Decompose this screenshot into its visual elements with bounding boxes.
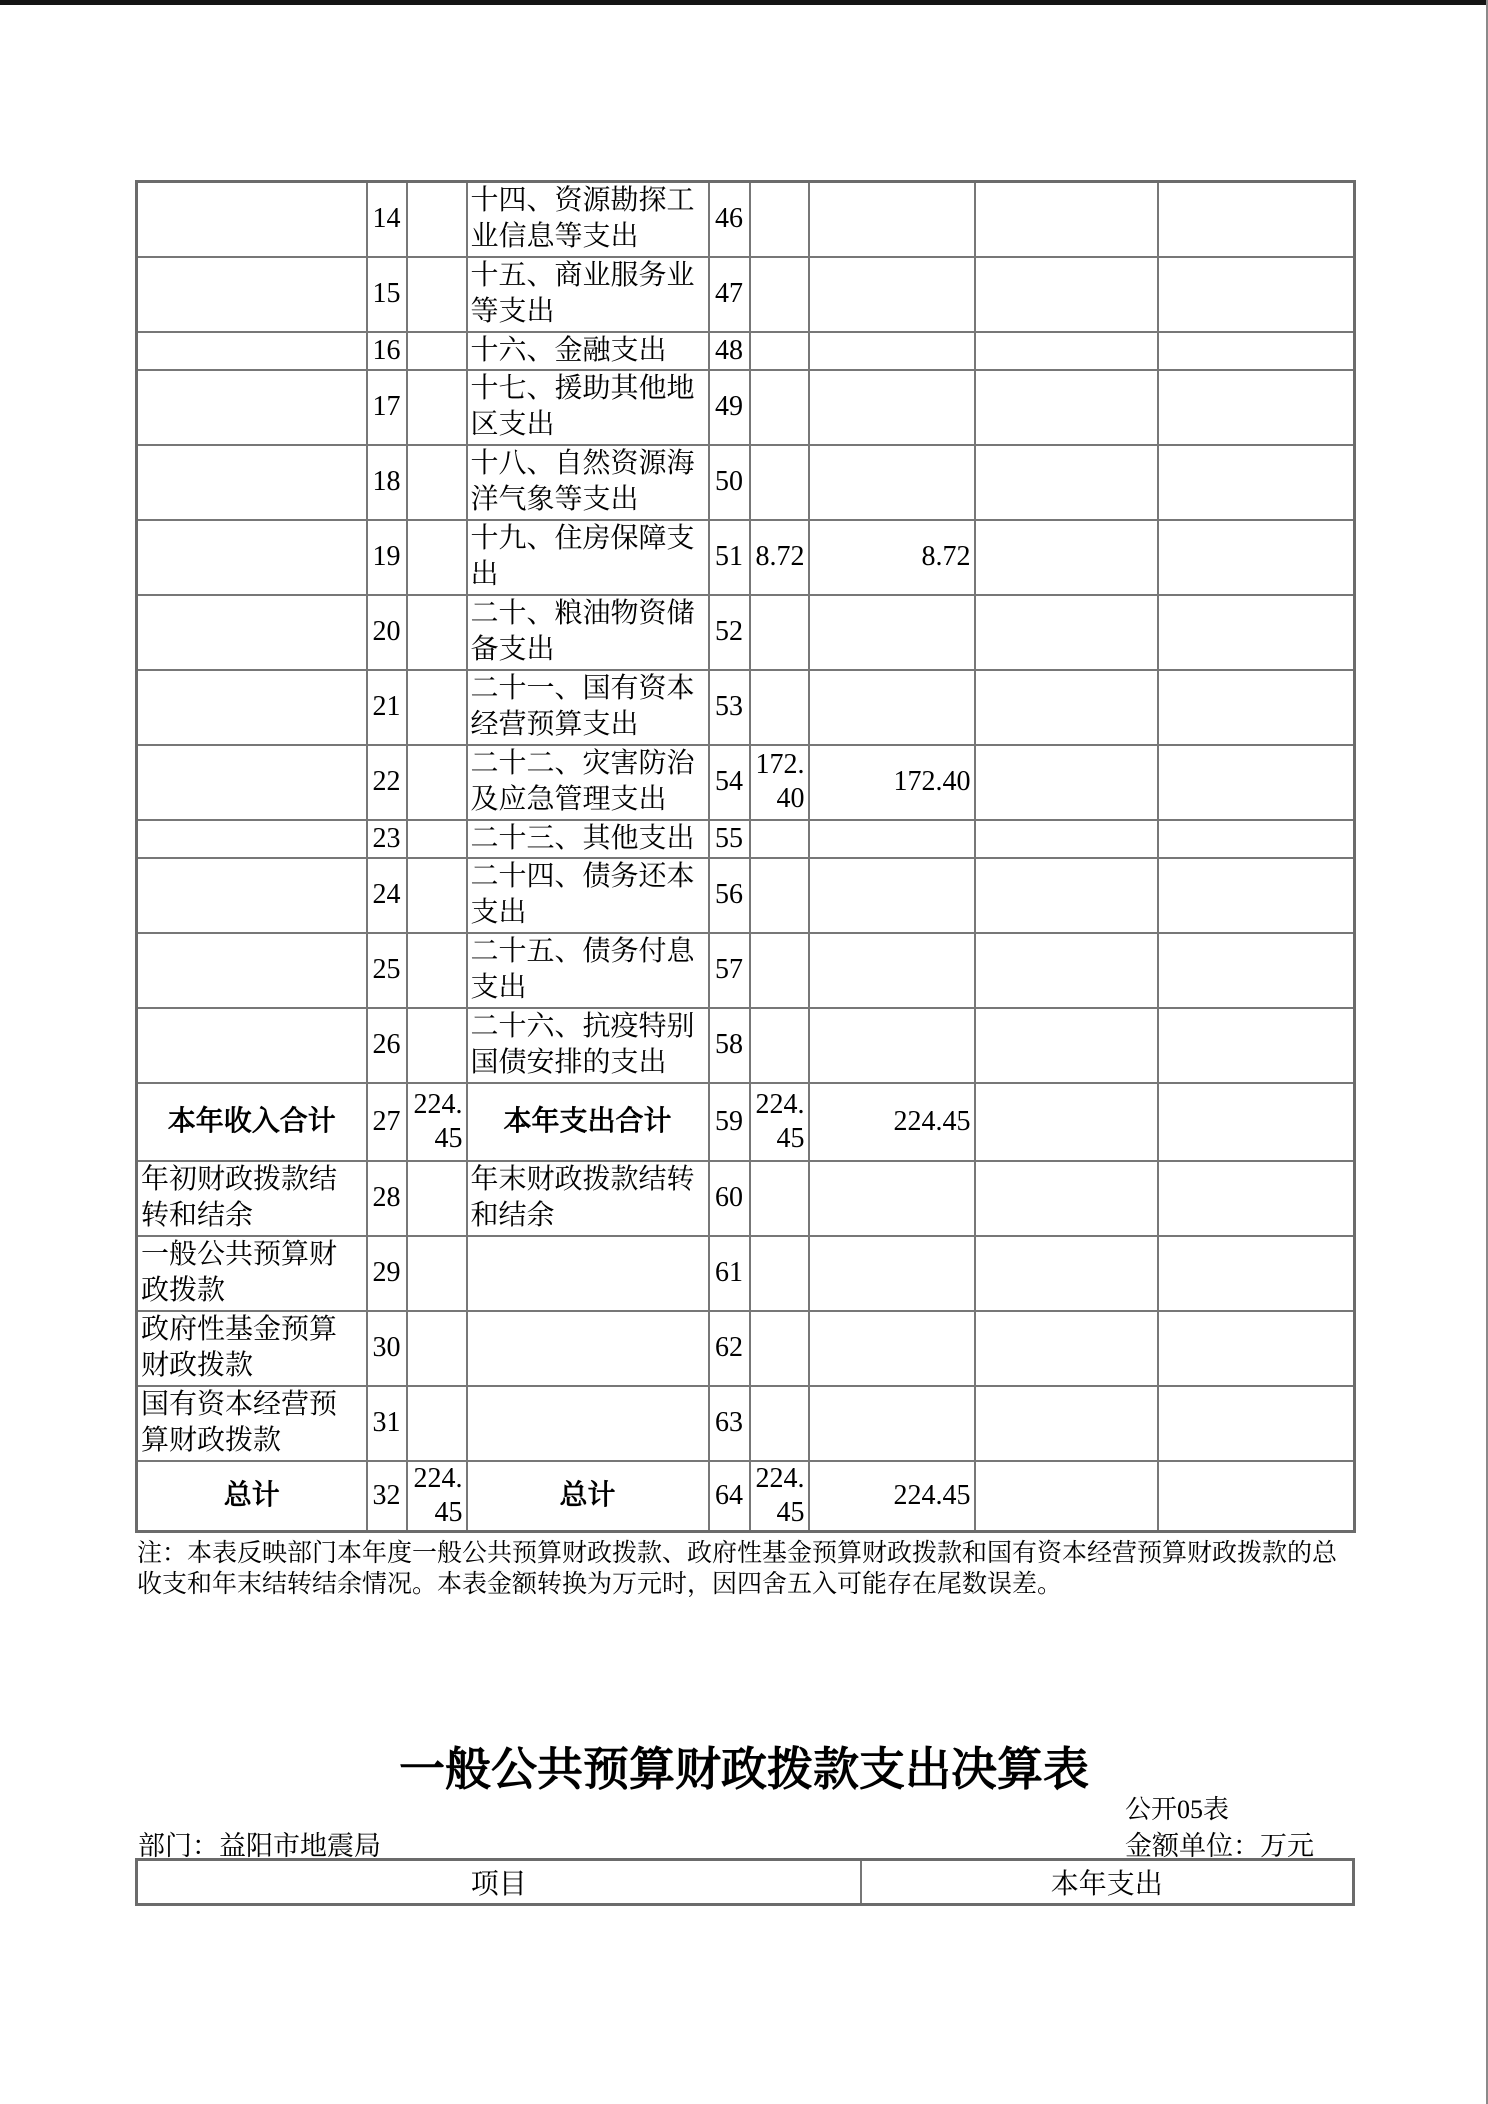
income-amount	[407, 745, 467, 820]
general-public-budget-amount	[809, 370, 975, 445]
income-item	[137, 933, 367, 1008]
expense-total-amount	[750, 1386, 809, 1461]
government-fund-budget-amount	[975, 820, 1158, 858]
state-capital-budget-amount	[1158, 1386, 1355, 1461]
income-item: 总计	[137, 1461, 367, 1532]
government-fund-budget-amount	[975, 1236, 1158, 1311]
expense-item: 二十六、抗疫特别国债安排的支出	[467, 1008, 709, 1083]
income-line-no: 21	[367, 670, 407, 745]
expense-item: 二十一、国有资本经营预算支出	[467, 670, 709, 745]
income-amount	[407, 520, 467, 595]
general-public-budget-amount: 8.72	[809, 520, 975, 595]
unit-label: 金额单位：万元	[1125, 1831, 1314, 1861]
table-row	[137, 1008, 1355, 1083]
expense-line-no: 50	[709, 445, 750, 520]
state-capital-budget-amount	[1158, 1008, 1355, 1083]
income-item: 政府性基金预算财政拨款	[137, 1311, 367, 1386]
expense-line-no: 51	[709, 520, 750, 595]
expense-line-no: 64	[709, 1461, 750, 1532]
income-line-no: 15	[367, 257, 407, 332]
table-row	[137, 445, 1355, 520]
income-item	[137, 520, 367, 595]
expense-total-amount	[750, 182, 809, 257]
state-capital-budget-amount	[1158, 858, 1355, 933]
state-capital-budget-amount	[1158, 670, 1355, 745]
income-line-no: 25	[367, 933, 407, 1008]
general-public-budget-amount	[809, 1236, 975, 1311]
expense-item: 二十五、债务付息支出	[467, 933, 709, 1008]
income-line-no: 26	[367, 1008, 407, 1083]
government-fund-budget-amount	[975, 257, 1158, 332]
income-item	[137, 370, 367, 445]
government-fund-budget-amount	[975, 745, 1158, 820]
income-line-no: 20	[367, 595, 407, 670]
income-line-no: 31	[367, 1386, 407, 1461]
department-label: 部门：益阳市地震局	[138, 1831, 381, 1861]
expense-total-amount	[750, 370, 809, 445]
expenditure-table-header-row	[137, 1860, 1354, 1905]
expense-item	[467, 1236, 709, 1311]
expense-item: 本年支出合计	[467, 1083, 709, 1161]
table-row	[137, 1311, 1355, 1386]
income-item: 本年收入合计	[137, 1083, 367, 1161]
expense-total-amount	[750, 820, 809, 858]
state-capital-budget-amount	[1158, 1161, 1355, 1236]
expense-total-amount	[750, 445, 809, 520]
income-item	[137, 670, 367, 745]
table-row	[137, 933, 1355, 1008]
expense-total-amount	[750, 595, 809, 670]
expense-item: 二十二、灾害防治及应急管理支出	[467, 745, 709, 820]
expense-line-no: 49	[709, 370, 750, 445]
expense-line-no: 58	[709, 1008, 750, 1083]
state-capital-budget-amount	[1158, 1236, 1355, 1311]
government-fund-budget-amount	[975, 1008, 1158, 1083]
income-item: 一般公共预算财政拨款	[137, 1236, 367, 1311]
header-current-year-expense: 本年支出	[861, 1860, 1354, 1905]
expense-line-no: 47	[709, 257, 750, 332]
expense-total-amount: 8.72	[750, 520, 809, 595]
state-capital-budget-amount	[1158, 595, 1355, 670]
general-public-budget-amount: 224.45	[809, 1461, 975, 1532]
state-capital-budget-amount	[1158, 257, 1355, 332]
table-row	[137, 332, 1355, 370]
expense-line-no: 57	[709, 933, 750, 1008]
income-line-no: 23	[367, 820, 407, 858]
table-row	[137, 257, 1355, 332]
summary-table-body	[137, 182, 1355, 1532]
income-amount: 224.45	[407, 1461, 467, 1532]
government-fund-budget-amount	[975, 1161, 1158, 1236]
expense-line-no: 59	[709, 1083, 750, 1161]
header-project: 项目	[137, 1860, 861, 1905]
income-amount	[407, 595, 467, 670]
table-number-label: 公开05表	[1125, 1795, 1230, 1824]
expense-total-amount	[750, 1236, 809, 1311]
income-line-no: 17	[367, 370, 407, 445]
expenditure-table	[135, 1858, 1355, 1906]
expense-total-amount	[750, 1311, 809, 1386]
income-line-no: 28	[367, 1161, 407, 1236]
income-amount	[407, 1311, 467, 1386]
table-row	[137, 1461, 1355, 1532]
state-capital-budget-amount	[1158, 520, 1355, 595]
expense-item: 总计	[467, 1461, 709, 1532]
general-public-budget-amount	[809, 257, 975, 332]
expense-item: 十七、援助其他地区支出	[467, 370, 709, 445]
state-capital-budget-amount	[1158, 933, 1355, 1008]
income-item	[137, 820, 367, 858]
expense-item: 二十三、其他支出	[467, 820, 709, 858]
expense-item: 十八、自然资源海洋气象等支出	[467, 445, 709, 520]
state-capital-budget-amount	[1158, 332, 1355, 370]
income-item	[137, 858, 367, 933]
income-amount	[407, 257, 467, 332]
table-row	[137, 520, 1355, 595]
window-top-edge	[0, 0, 1488, 5]
expense-total-amount: 224.45	[750, 1461, 809, 1532]
general-public-budget-amount	[809, 332, 975, 370]
income-amount: 224.45	[407, 1083, 467, 1161]
government-fund-budget-amount	[975, 520, 1158, 595]
expense-line-no: 56	[709, 858, 750, 933]
income-line-no: 16	[367, 332, 407, 370]
income-amount	[407, 370, 467, 445]
state-capital-budget-amount	[1158, 445, 1355, 520]
expense-line-no: 62	[709, 1311, 750, 1386]
income-amount	[407, 182, 467, 257]
general-public-budget-amount	[809, 182, 975, 257]
state-capital-budget-amount	[1158, 370, 1355, 445]
income-line-no: 14	[367, 182, 407, 257]
government-fund-budget-amount	[975, 445, 1158, 520]
income-line-no: 19	[367, 520, 407, 595]
table-row	[137, 595, 1355, 670]
table-row	[137, 1083, 1355, 1161]
government-fund-budget-amount	[975, 595, 1158, 670]
table-note: 注：本表反映部门本年度一般公共预算财政拨款、政府性基金预算财政拨款和国有资本经营预算财政拨款的总收支和年末结转结余情况。本表金额转换为万元时，因四舍五入可能存在尾数误差。	[137, 1540, 1338, 1598]
government-fund-budget-amount	[975, 1311, 1158, 1386]
table-row	[137, 1236, 1355, 1311]
expense-line-no: 52	[709, 595, 750, 670]
expense-total-amount: 172.40	[750, 745, 809, 820]
expense-item	[467, 1386, 709, 1461]
income-line-no: 30	[367, 1311, 407, 1386]
table-row	[137, 670, 1355, 745]
income-amount	[407, 1236, 467, 1311]
state-capital-budget-amount	[1158, 1083, 1355, 1161]
income-item	[137, 332, 367, 370]
state-capital-budget-amount	[1158, 745, 1355, 820]
expense-line-no: 63	[709, 1386, 750, 1461]
expense-line-no: 55	[709, 820, 750, 858]
government-fund-budget-amount	[975, 933, 1158, 1008]
general-public-budget-amount	[809, 1311, 975, 1386]
income-amount	[407, 933, 467, 1008]
income-line-no: 27	[367, 1083, 407, 1161]
income-item	[137, 595, 367, 670]
income-amount	[407, 1008, 467, 1083]
page-title: 一般公共预算财政拨款支出决算表	[399, 1743, 1089, 1795]
expense-line-no: 53	[709, 670, 750, 745]
income-amount	[407, 332, 467, 370]
expense-item: 十六、金融支出	[467, 332, 709, 370]
income-amount	[407, 445, 467, 520]
government-fund-budget-amount	[975, 182, 1158, 257]
table-row	[137, 1161, 1355, 1236]
income-amount	[407, 1386, 467, 1461]
income-line-no: 22	[367, 745, 407, 820]
fiscal-appropriation-summary-table	[135, 180, 1356, 1533]
table-row	[137, 745, 1355, 820]
expense-item	[467, 1311, 709, 1386]
general-public-budget-amount	[809, 820, 975, 858]
expense-line-no: 61	[709, 1236, 750, 1311]
expense-total-amount	[750, 332, 809, 370]
table-row	[137, 1386, 1355, 1461]
income-amount	[407, 670, 467, 745]
expense-total-amount	[750, 670, 809, 745]
state-capital-budget-amount	[1158, 182, 1355, 257]
government-fund-budget-amount	[975, 370, 1158, 445]
general-public-budget-amount	[809, 1008, 975, 1083]
state-capital-budget-amount	[1158, 1461, 1355, 1532]
government-fund-budget-amount	[975, 1386, 1158, 1461]
general-public-budget-amount	[809, 858, 975, 933]
expense-total-amount	[750, 933, 809, 1008]
income-item: 年初财政拨款结转和结余	[137, 1161, 367, 1236]
expense-item: 十五、商业服务业等支出	[467, 257, 709, 332]
expense-total-amount	[750, 1008, 809, 1083]
income-item	[137, 182, 367, 257]
income-amount	[407, 820, 467, 858]
income-amount	[407, 1161, 467, 1236]
government-fund-budget-amount	[975, 670, 1158, 745]
expense-item: 十九、住房保障支出	[467, 520, 709, 595]
income-item	[137, 745, 367, 820]
expense-line-no: 48	[709, 332, 750, 370]
expense-item: 年末财政拨款结转和结余	[467, 1161, 709, 1236]
income-line-no: 32	[367, 1461, 407, 1532]
general-public-budget-amount	[809, 595, 975, 670]
expense-total-amount	[750, 1161, 809, 1236]
income-amount	[407, 858, 467, 933]
table-row	[137, 820, 1355, 858]
state-capital-budget-amount	[1158, 1311, 1355, 1386]
income-item	[137, 445, 367, 520]
general-public-budget-amount	[809, 933, 975, 1008]
government-fund-budget-amount	[975, 332, 1158, 370]
government-fund-budget-amount	[975, 1461, 1158, 1532]
table-row	[137, 182, 1355, 257]
general-public-budget-amount: 224.45	[809, 1083, 975, 1161]
income-line-no: 29	[367, 1236, 407, 1311]
expense-total-amount	[750, 858, 809, 933]
table-row	[137, 858, 1355, 933]
income-item: 国有资本经营预算财政拨款	[137, 1386, 367, 1461]
expense-total-amount	[750, 257, 809, 332]
state-capital-budget-amount	[1158, 820, 1355, 858]
expense-item: 二十、粮油物资储备支出	[467, 595, 709, 670]
income-item	[137, 257, 367, 332]
general-public-budget-amount	[809, 445, 975, 520]
income-item	[137, 1008, 367, 1083]
table-row	[137, 370, 1355, 445]
expense-total-amount: 224.45	[750, 1083, 809, 1161]
general-public-budget-amount	[809, 670, 975, 745]
general-public-budget-amount	[809, 1161, 975, 1236]
income-line-no: 24	[367, 858, 407, 933]
expense-item: 二十四、债务还本支出	[467, 858, 709, 933]
expense-line-no: 60	[709, 1161, 750, 1236]
government-fund-budget-amount	[975, 858, 1158, 933]
expense-item: 十四、资源勘探工业信息等支出	[467, 182, 709, 257]
expense-line-no: 46	[709, 182, 750, 257]
income-line-no: 18	[367, 445, 407, 520]
general-public-budget-amount: 172.40	[809, 745, 975, 820]
government-fund-budget-amount	[975, 1083, 1158, 1161]
expense-line-no: 54	[709, 745, 750, 820]
general-public-budget-amount	[809, 1386, 975, 1461]
